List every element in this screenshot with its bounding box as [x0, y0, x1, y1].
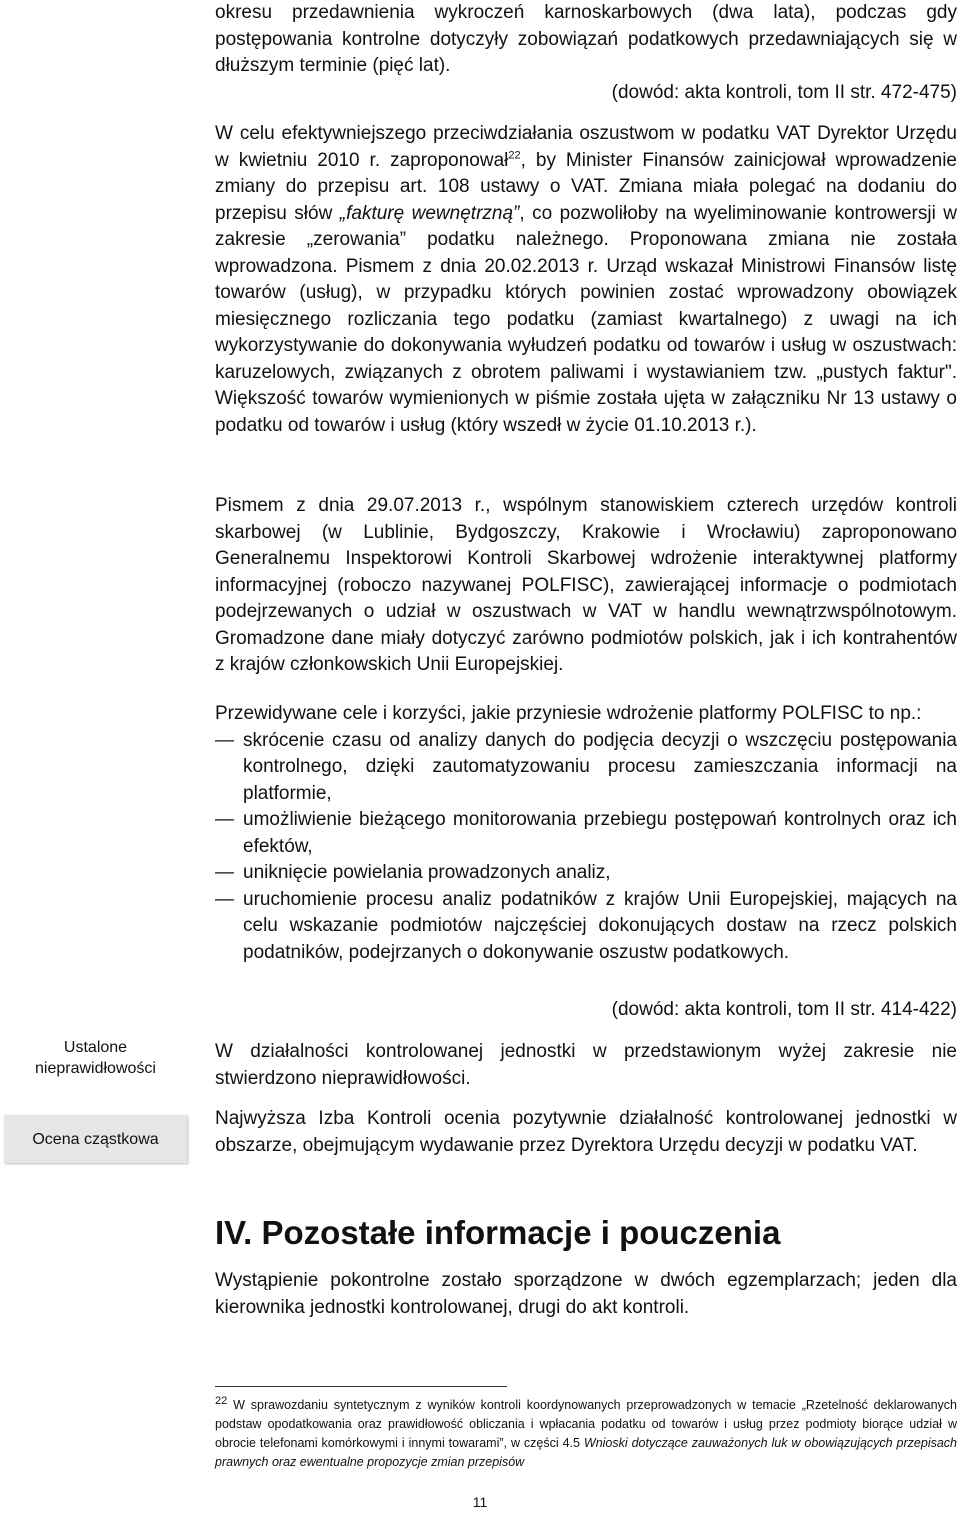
polfisc-goals-block [215, 701, 957, 966]
findings-text: W działalności kontrolowanej jednostki w przedstawionym wyżej zakresie nie stwierdzono nieprawidłowości. [215, 1041, 957, 1089]
paragraph-text: , co pozwoliłoby na wyeliminowanie kontrowersji w zakresie „zerowania” podatku należnego. Proponowana zmiana nie została wprowadzona. Pismem z dnia 20.02.2013 r. Urząd wskazał Ministrowi Finansów listę towarów (usług), w przypadku których powinien zostać wprowadzony obowiązek miesięcznego rozliczania tego podatku (zamiast kwartalnego) z uwagi na ich wykorzystywanie do dokonywania wyłudzeń podatku od towarów i usług w oszustwach: karuzelowych, związanych z obrotem paliwami i wystawianiem tzw. „pustych faktur". Większość towarów wymienionych w piśmie została ujęta w załączniku Nr 13 ustawy o podatku od towarów i usług (który wszedł w życie 01.10.2013 r.). [215, 202, 957, 436]
evidence-2-block [215, 997, 957, 1024]
section-heading-block [215, 1213, 957, 1253]
italic-phrase: „fakturę wewnętrzną” [339, 202, 520, 224]
list-item: — uruchomienie procesu analiz podatników z krajów Unii Europejskiej, mających na celu wskazanie podmiotów najczęściej dokonujących dostaw na rzecz polskich podatników, podejrzanych o dokonywanie oszustw podatkowych. [215, 888, 957, 963]
dash-bullet-icon: — [215, 729, 234, 751]
evidence-reference-2: (dowód: akta kontroli, tom II str. 414-422) [611, 999, 957, 1020]
polfisc-paragraph-block [215, 493, 957, 679]
footnote-text: W sprawozdaniu syntetycznym z wyników kontroli koordynowanych przeprowadzonych w temacie „Rzetelność deklarowanych podstaw opodatkowania oraz prawidłowość obliczania i wpłacania podatku od towarów i usług przez podmioty biorące udział w obrocie telefonami komórkowymi i innymi towarami”, w części 4.5 [215, 1398, 957, 1450]
polfisc-goals-list [215, 728, 957, 967]
dash-bullet-icon: — [215, 862, 234, 883]
paragraph-text: W celu efektywniejszego przeciwdziałania oszustwom w podatku VAT Dyrektor Urzędu w kwietniu 2010 r. zaproponował [215, 123, 957, 171]
sidebar-findings-label: Ustalone nieprawidłowości [35, 1039, 156, 1077]
footnote [215, 1396, 957, 1472]
final-paragraph-block [215, 1268, 957, 1321]
section-heading: IV. Pozostałe informacje i pouczenia [215, 1214, 781, 1251]
footnote-italic-text: Wnioski dotyczące zauważonych luk w obowiązujących przepisach prawnych oraz ewentualne propozycje zmian przepisów [215, 1436, 957, 1469]
evidence-reference-1: (dowód: akta kontroli, tom II str. 472-475) [611, 81, 957, 103]
assessment-block [215, 1106, 957, 1159]
list-item: — uniknięcie powielania prowadzonych analiz, [215, 860, 957, 887]
assessment-text: Najwyższa Izba Kontroli ocenia pozytywnie działalność kontrolowanej jednostki w obszarze, obejmującym wydawanie przez Dyrektora Urzędu decyzji w podatku VAT. [215, 1108, 957, 1156]
polfisc-goals-intro: Przewidywane cele i korzyści, jakie przyniesie wdrożenie platformy POLFISC to np.: [215, 703, 922, 724]
footnote-reference: 22 [508, 149, 521, 162]
final-paragraph: Wystąpienie pokontrolne zostało sporządzone w dwóch egzemplarzach; jeden dla kierownika jednostki kontrolowanej, drugi do akt kontroli. [215, 1270, 957, 1318]
list-item: — skrócenie czasu od analizy danych do podjęcia decyzji o wszczęciu postępowania kontrolnego, dzięki zautomatyzowaniu procesu zamieszczania informacji na platformie, [215, 729, 957, 804]
top-paragraph: okresu przedawnienia wykroczeń karnoskarbowych (dwa lata), podczas gdy postępowania kontrolne dotyczyły zobowiązań podatkowych przedawniających się w dłuższym terminie (pięć lat). [215, 2, 957, 76]
vat-fraud-paragraph-block [215, 121, 957, 439]
top-paragraph-block [215, 0, 957, 106]
findings-block [215, 1039, 957, 1092]
list-item: — umożliwienie bieżącego monitorowania przebiegu postępowań kontrolnych oraz ich efektów, [215, 809, 957, 857]
dash-bullet-icon: — [215, 809, 234, 830]
paragraph-text: , by Minister Finansów zainicjował wprowadzenie zmiany do przepisu art. 108 ustawy o VAT. Zmiana miała polegać na dodaniu do przepisu słów [215, 149, 958, 224]
sidebar-partial-assessment-box [4, 1115, 187, 1163]
sidebar-partial-assessment-label: Ocena cząstkowa [32, 1130, 159, 1148]
footnote-number: 22 [215, 1394, 228, 1407]
dash-bullet-icon: — [215, 888, 234, 910]
page-number: 11 [472, 1494, 488, 1510]
vat-fraud-paragraph [215, 121, 957, 439]
footnote-divider [215, 1386, 507, 1387]
polfisc-paragraph: Pismem z dnia 29.07.2013 r., wspólnym stanowiskiem czterech urzędów kontroli skarbowej (w Lublinie, Bydgoszczy, Krakowie i Wrocławiu) zaproponowano Generalnemu Inspektorowi Kontroli Skarbowej wdrożenie interaktywnej platformy informacyjnej (roboczo nazywanej POLFISC), zawierającej informacje o podmiotach podejrzewanych o udział w oszustwach w VAT w handlu wewnątrzwspólnotowym. Gromadzone dane miały dotyczyć zarówno podmiotów polskich, jak i ich kontrahentów z krajów członkowskich Unii Europejskiej. [215, 495, 957, 675]
